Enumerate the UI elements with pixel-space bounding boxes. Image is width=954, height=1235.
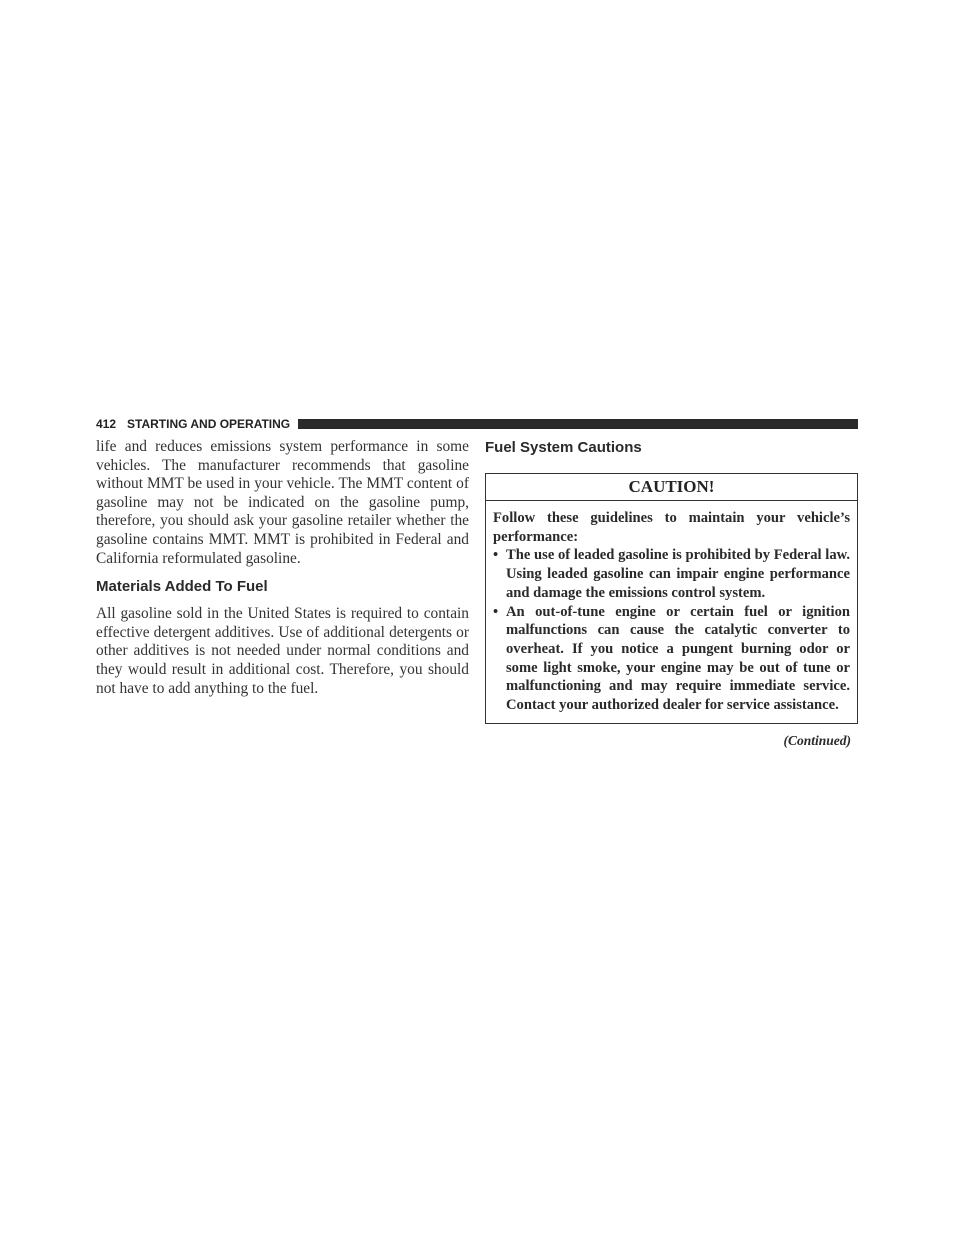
mmt-paragraph: life and reduces emissions system performance in some vehicles. The manufacturer recommends that gasoline without MMT be used in your vehicle. The MMT content of gasoline may not be indicated on the gasoline pump, therefore, you should ask your gasoline retailer whether the gasoline contains MMT. MMT is prohibited in Federal and California reformulated gasoline.: [96, 438, 469, 567]
caution-item-text: The use of leaded gasoline is prohibited by Federal law. Using leaded gasoline can impair engine performance and damage the emissions control system.: [506, 547, 850, 601]
left-column: [96, 438, 469, 698]
caution-body: [486, 501, 857, 723]
caution-list: [493, 546, 850, 714]
detergent-paragraph: All gasoline sold in the United States is required to contain effective detergent additives. Use of additional detergents or other additives is not needed under normal conditions and they would result in additional cost. Therefore, you should not have to add anything to the fuel.: [96, 605, 469, 697]
header-rule: [298, 419, 858, 429]
caution-box: [485, 473, 858, 724]
section-title: STARTING AND OPERATING: [127, 417, 291, 431]
bullet-icon: •: [493, 603, 499, 620]
continued-note: (Continued): [783, 732, 851, 748]
bullet-icon: •: [493, 547, 499, 564]
caution-item-out-of-tune: [493, 603, 850, 715]
page-number: 412: [96, 417, 117, 431]
right-column: [485, 438, 858, 749]
fuel-system-cautions-heading: Fuel System Cautions: [485, 439, 642, 456]
page-header: [96, 417, 858, 431]
caution-item-text: An out-of-tune engine or certain fuel or ignition malfunctions can cause the catalytic converter to overheat. If you notice a pungent burning odor or some light smoke, your engine may be out of tune or malfunctioning and may require immediate service. Contact your authorized dealer for service assistance.: [506, 603, 850, 714]
caution-intro: Follow these guidelines to maintain your vehicle’s performance:: [493, 510, 850, 545]
caution-item-leaded-gasoline: [493, 546, 850, 602]
materials-added-heading: Materials Added To Fuel: [96, 578, 268, 596]
caution-title: CAUTION!: [486, 474, 857, 501]
